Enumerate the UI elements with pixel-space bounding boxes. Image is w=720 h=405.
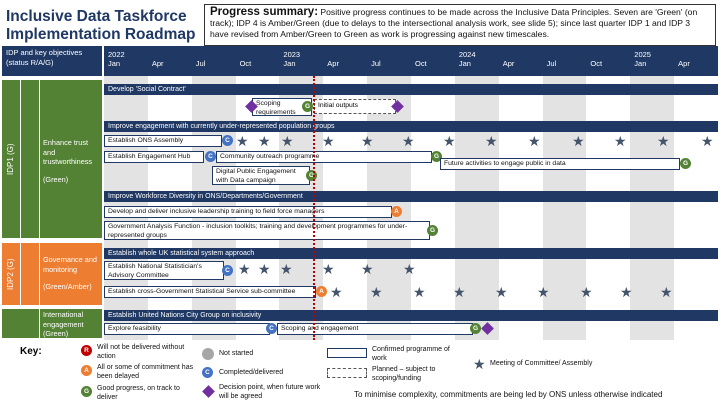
- tick-month: Oct: [415, 59, 427, 68]
- timeline-tick: [240, 50, 252, 68]
- key-planned: Planned – subject to scoping/funding: [372, 366, 436, 382]
- timeline-tick: [590, 50, 602, 68]
- idp1-group: [40, 80, 102, 238]
- meeting-star-icon: ★: [280, 261, 293, 277]
- timeline-tick: [327, 50, 339, 68]
- meeting-star-icon: ★: [330, 284, 343, 300]
- intl-gap: [2, 309, 39, 338]
- completed-icon: C: [202, 367, 213, 378]
- status-green-icon: G: [302, 101, 313, 112]
- meeting-star-icon: ★: [657, 133, 670, 149]
- key-title: Key:: [20, 346, 42, 357]
- timeline-tick: [415, 50, 427, 68]
- not-started-icon: [202, 348, 214, 360]
- leadership-training-box: Develop and deliver inclusive leadership training to field force managers: [104, 206, 392, 218]
- meeting-star-icon: ★: [537, 284, 550, 300]
- meeting-star-icon: ★: [361, 133, 374, 149]
- status-amber-icon: A: [81, 365, 92, 376]
- tick-year: [152, 50, 164, 59]
- header-label: IDP and key objectives (status R/A/G): [2, 46, 102, 76]
- key-meeting: Meeting of Committee/ Assembly: [490, 360, 593, 367]
- tick-month: Jan: [108, 59, 121, 68]
- meeting-star-icon: ★: [620, 284, 633, 300]
- idp2-sec-uk-system: Establish whole UK statistical system approach: [104, 248, 718, 259]
- tick-year: 2023: [283, 50, 301, 59]
- confirmed-swatch: [327, 348, 367, 358]
- key-decision: Decision point, when future work will be agreed: [219, 384, 321, 400]
- current-date-line: [313, 76, 315, 340]
- timeline-tick: [503, 50, 515, 68]
- tick-year: [547, 50, 557, 59]
- title-line-2: Implementation Roadmap: [6, 26, 196, 43]
- progress-summary: [204, 4, 716, 46]
- key-confirmed: Confirmed programme of work: [372, 346, 450, 362]
- nsac-box: Establish National Statistician's Advisory Committee: [104, 261, 224, 280]
- meeting-star-icon: ★: [258, 133, 271, 149]
- idp1-sec-social-contract: Develop 'Social Contract': [104, 84, 718, 95]
- tick-year: 2024: [458, 50, 476, 59]
- idp2-band-label: IDP2 (G): [6, 258, 15, 290]
- meeting-star-icon: ★: [361, 261, 374, 277]
- meeting-star-icon: ★: [322, 261, 335, 277]
- status-green-icon: G: [306, 170, 317, 181]
- meeting-star-icon: ★: [403, 261, 416, 277]
- planned-swatch: [327, 368, 367, 378]
- timeline-tick: [196, 50, 206, 68]
- gss-subcommittee-box: Establish cross-Government Statistical Service sub-committee: [104, 286, 316, 298]
- meeting-star-icon: ★: [236, 133, 249, 149]
- ons-assembly-box: Establish ONS Assembly: [104, 135, 222, 147]
- timeline-tick: [678, 50, 690, 68]
- idp1-gap: [21, 80, 39, 238]
- idp1-band-label: IDP1 (G): [6, 143, 15, 175]
- gaf-toolkits-box: Government Analysis Function - inclusion toolkits; training and development programmes for under-represented groups: [104, 221, 430, 240]
- intl-group: [40, 309, 102, 338]
- key-completed: Completed/delivered: [219, 369, 284, 376]
- meeting-star-icon: ★: [528, 133, 541, 149]
- meeting-star-icon: ★: [238, 261, 251, 277]
- meeting-star-icon: ★: [701, 133, 714, 149]
- timeline-tick: [547, 50, 557, 68]
- community-outreach-box: Community outreach programme: [216, 151, 432, 163]
- tick-month: Jan: [283, 59, 296, 68]
- tick-month: Oct: [590, 59, 603, 68]
- tick-year: 2025: [634, 50, 651, 59]
- completed-icon: C: [222, 135, 233, 146]
- key-red-text: Will not be delivered without action: [97, 344, 185, 360]
- meeting-star-icon: ★: [660, 284, 673, 300]
- status-green-icon: G: [470, 323, 481, 334]
- idp2-group: [40, 243, 102, 305]
- key-not-started: Not started: [219, 350, 254, 357]
- explore-feasibility-box: Explore feasibility: [104, 323, 270, 335]
- idp2-group-status: (Green/Amber): [43, 282, 92, 291]
- tick-month: Apr: [327, 59, 339, 68]
- tick-year: [503, 50, 515, 59]
- tick-month: Apr: [502, 59, 515, 68]
- key-green-text: Good progress, on track to deliver: [97, 385, 180, 401]
- intl-sec-un-city-group: Establish United Nations City Group on inclusivity: [104, 310, 718, 321]
- summary-label: Progress summary:: [210, 6, 319, 18]
- tick-year: [240, 50, 252, 59]
- status-amber-icon: A: [316, 286, 327, 297]
- meeting-star-icon: ★: [485, 133, 498, 149]
- tick-month: Oct: [239, 59, 252, 68]
- timeline-tick: [459, 50, 476, 68]
- key-amber-text: All or some of commitment has been delayed: [97, 364, 194, 380]
- tick-month: Jul: [371, 59, 381, 68]
- tick-year: [590, 50, 602, 59]
- meeting-star-icon: ★: [453, 284, 466, 300]
- digital-campaign-box: Digital Public Engagement with Data campaign: [212, 166, 310, 185]
- intl-group-title: International engagement: [43, 310, 84, 329]
- completed-icon: C: [266, 323, 277, 334]
- meeting-star-icon: ★: [473, 356, 486, 372]
- timeline-tick: [634, 50, 651, 68]
- timeline-column: [455, 76, 499, 340]
- summary-text: Positive progress continues to be made across the Inclusive Data Principles. Seven are 'Green' (on track); IDP 4 is Amber/Green (due to delays to the intersectional analysis work, see slide 5); since last quarter IDP 1 and IDP 3 have revised from Amber/Green to Green as work is progressing against new timescales.: [210, 7, 698, 39]
- status-amber-icon: A: [391, 206, 402, 217]
- idp1-sec-workforce: Improve Workforce Diversity in ONS/Departments/Government: [104, 191, 718, 202]
- idp1-sec-engagement: Improve engagement with currently under-represented population groups: [104, 121, 718, 132]
- timeline-tick: [371, 50, 381, 68]
- tick-year: 2022: [108, 50, 125, 59]
- status-red-icon: R: [81, 345, 92, 356]
- status-green-icon: G: [431, 151, 442, 162]
- title-line-1: Inclusive Data Taskforce: [6, 8, 187, 25]
- idp2-gap: [21, 243, 39, 305]
- initial-outputs-box: [314, 99, 396, 114]
- meeting-star-icon: ★: [413, 284, 426, 300]
- meeting-star-icon: ★: [614, 133, 627, 149]
- meeting-star-icon: ★: [258, 261, 271, 277]
- tick-month: Jul: [546, 59, 557, 68]
- meeting-star-icon: ★: [281, 133, 294, 149]
- tick-month: Jul: [195, 59, 206, 68]
- tick-month: Apr: [678, 59, 690, 68]
- decision-diamond-icon: [481, 322, 494, 335]
- meeting-star-icon: ★: [443, 133, 456, 149]
- tick-month: Apr: [151, 59, 164, 68]
- timeline-tick: [108, 50, 125, 68]
- meeting-star-icon: ★: [370, 284, 383, 300]
- intl-group-status: (Green): [43, 329, 69, 338]
- idp2-band: [2, 243, 20, 305]
- key-footer: To minimise complexity, commitments are being led by ONS unless otherwise indicated: [354, 390, 663, 399]
- timeline-tick: [283, 50, 300, 68]
- scoping-requirements-label: Scoping requirements: [256, 100, 296, 116]
- status-green-icon: G: [680, 158, 691, 169]
- idp1-group-status: (Green): [43, 174, 69, 184]
- status-green-icon: G: [427, 225, 438, 236]
- timeline-tick: [152, 50, 164, 68]
- tick-month: Jan: [458, 59, 471, 68]
- timeline-column: [630, 76, 674, 340]
- initial-outputs-label: Initial outputs: [318, 102, 359, 109]
- tick-year: [327, 50, 339, 59]
- future-activities-box: Future activities to engage public in data: [440, 158, 680, 170]
- tick-year: [678, 50, 690, 59]
- tick-year: [371, 50, 381, 59]
- page-title: [6, 8, 195, 44]
- tick-month: Jan: [634, 59, 647, 68]
- completed-icon: C: [205, 151, 216, 162]
- status-green-icon: G: [81, 386, 92, 397]
- engagement-hub-box: Establish Engagement Hub: [104, 151, 204, 163]
- scoping-engagement-box: Scoping and engagement: [277, 323, 473, 335]
- meeting-star-icon: ★: [402, 133, 415, 149]
- meeting-star-icon: ★: [322, 133, 335, 149]
- tick-year: [196, 50, 206, 59]
- meeting-star-icon: ★: [580, 284, 593, 300]
- meeting-star-icon: ★: [495, 284, 508, 300]
- idp2-group-title: Governance and monitoring: [43, 255, 97, 274]
- idp1-group-title: Enhance trust and trustworthiness: [43, 138, 93, 166]
- completed-icon: C: [222, 265, 233, 276]
- meeting-star-icon: ★: [572, 133, 585, 149]
- idp1-band: [2, 80, 20, 238]
- timeline-column: [543, 76, 587, 340]
- tick-year: [415, 50, 427, 59]
